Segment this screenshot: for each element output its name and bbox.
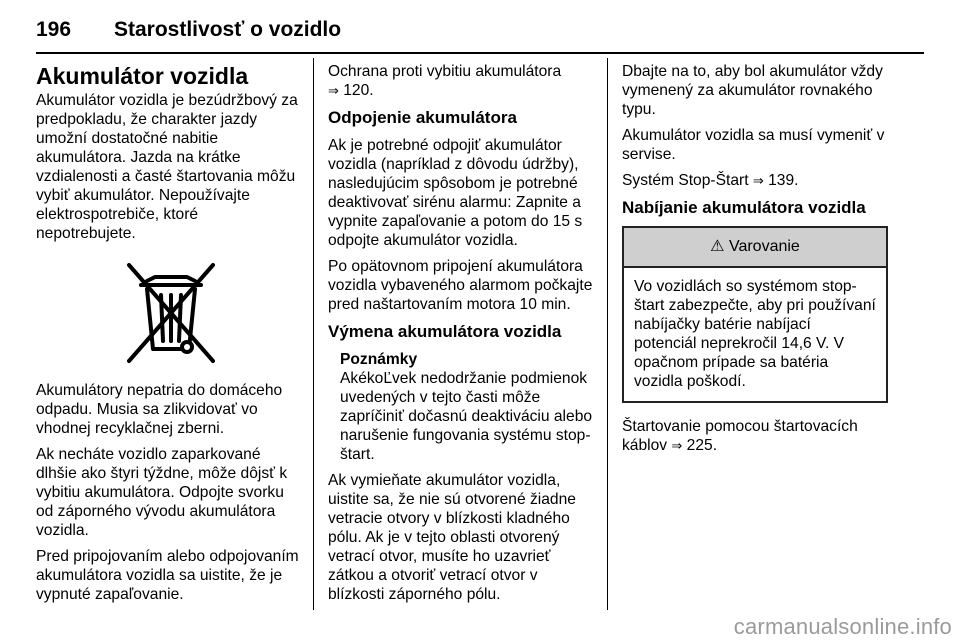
watermark: carmanualsonline.info: [733, 614, 952, 639]
section-heading: Akumulátor vozidla: [36, 63, 249, 89]
reference-arrow-icon: ⇒: [328, 83, 339, 98]
subheading: Odpojenie akumulátora: [328, 108, 517, 127]
paragraph: Ak je potrebné odpojiť akumulátor vozidla (napríklad z dôvodu údržby), nasledujúcim spôsobom je potrebné deaktivovať sirénu alarmu: Zapnite a vypnite zapaľovanie a potom do 15 s odpojte akumulátor vozidla.: [328, 137, 583, 249]
page-reference-link[interactable]: 225.: [686, 437, 718, 454]
paragraph: Po opätovnom pripojení akumulátora vozidla vybaveného alarmom počkajte pred naštartovaním motora 10 min.: [328, 258, 593, 313]
text: Štartovanie pomocou štartovacích káblov: [622, 418, 858, 454]
note-title: Poznámky: [340, 351, 418, 368]
paragraph: Pred pripojovaním alebo odpojovaním akumulátora vozidla sa uistite, že je vypnuté zapaľovanie.: [36, 548, 299, 603]
note-body: AkékoĽvek nedodržanie podmienok uvedených v tejto časti môže zapríčiniť dočasnú deaktiváciu alebo narušenie fungovania systému stop-štart.: [340, 370, 593, 463]
page-reference-link[interactable]: 139.: [768, 172, 799, 189]
text: Ochrana proti vybitiu akumulátora: [328, 63, 562, 80]
header-title: Starostlivosť o vozidlo: [114, 18, 342, 41]
paragraph: Akumulátor vozidla sa musí vymeniť v servise.: [622, 127, 885, 163]
page-header: [36, 18, 924, 52]
warning-title: Varovanie: [728, 238, 800, 255]
column-divider: [313, 58, 314, 610]
warning-header: [624, 228, 886, 268]
column-2: [328, 62, 594, 611]
paragraph: Ak vymieňate akumulátor vozidla, uistite sa, že nie sú otvorené žiadne vetracie otvory v blízkosti kladného pólu. Ak je v tejto oblasti otvorený vetrací otvor, musíte ho uzavrieť zátkou a otvoriť vetrací otvor v blízkosti záporného pólu.: [328, 472, 576, 603]
column-divider: [607, 58, 608, 610]
column-3: [622, 62, 888, 462]
page-number: 196: [36, 18, 72, 41]
crossed-bin-icon: [121, 261, 221, 365]
paragraph: [328, 62, 594, 100]
reference-arrow-icon: ⇒: [671, 438, 683, 453]
paragraph: [622, 171, 888, 190]
paragraph: Akumulátory nepatria do domáceho odpadu. Musia sa zlikvidovať vo vhodnej recyklačnej zberni.: [36, 382, 283, 437]
warning-triangle-icon: ⚠: [710, 238, 725, 255]
paragraph: Dbajte na to, aby bol akumulátor vždy vymenený za akumulátor rovnakého typu.: [622, 63, 883, 118]
subheading: Výmena akumulátora vozidla: [328, 322, 562, 341]
warning-box: [622, 226, 888, 403]
paragraph: Akumulátor vozidla je bezúdržbový za predpokladu, že charakter jazdy umožní dostatočné nabitie akumulátora. Jazda na krátke vzdialenosti a časté štartovania môžu vybiť akumulátor. Nepoužívajte elektrospotrebiče, ktoré nepotrebujete.: [36, 92, 298, 242]
reference-arrow-icon: ⇒: [752, 173, 764, 188]
warning-body: Vo vozidlách so systémom stop-štart zabezpečte, aby pri používaní nabíjačky batérie nabíjací potenciál neprekročil 14,6 V. V opačnom prípade sa batéria vozidla poškodí.: [634, 278, 876, 390]
paragraph: [622, 417, 888, 455]
page-reference-link[interactable]: 120.: [343, 82, 374, 99]
paragraph: Ak necháte vozidlo zaparkované dlhšie ako štyri týždne, môže dôjsť k vybitiu akumulátora. Odpojte svorku od záporného vývodu akumulátora vozidla.: [36, 446, 288, 539]
text: Systém Stop-Štart: [622, 172, 749, 189]
header-rule: [36, 52, 924, 54]
column-1: [36, 62, 302, 611]
subheading: Nabíjanie akumulátora vozidla: [622, 198, 866, 217]
